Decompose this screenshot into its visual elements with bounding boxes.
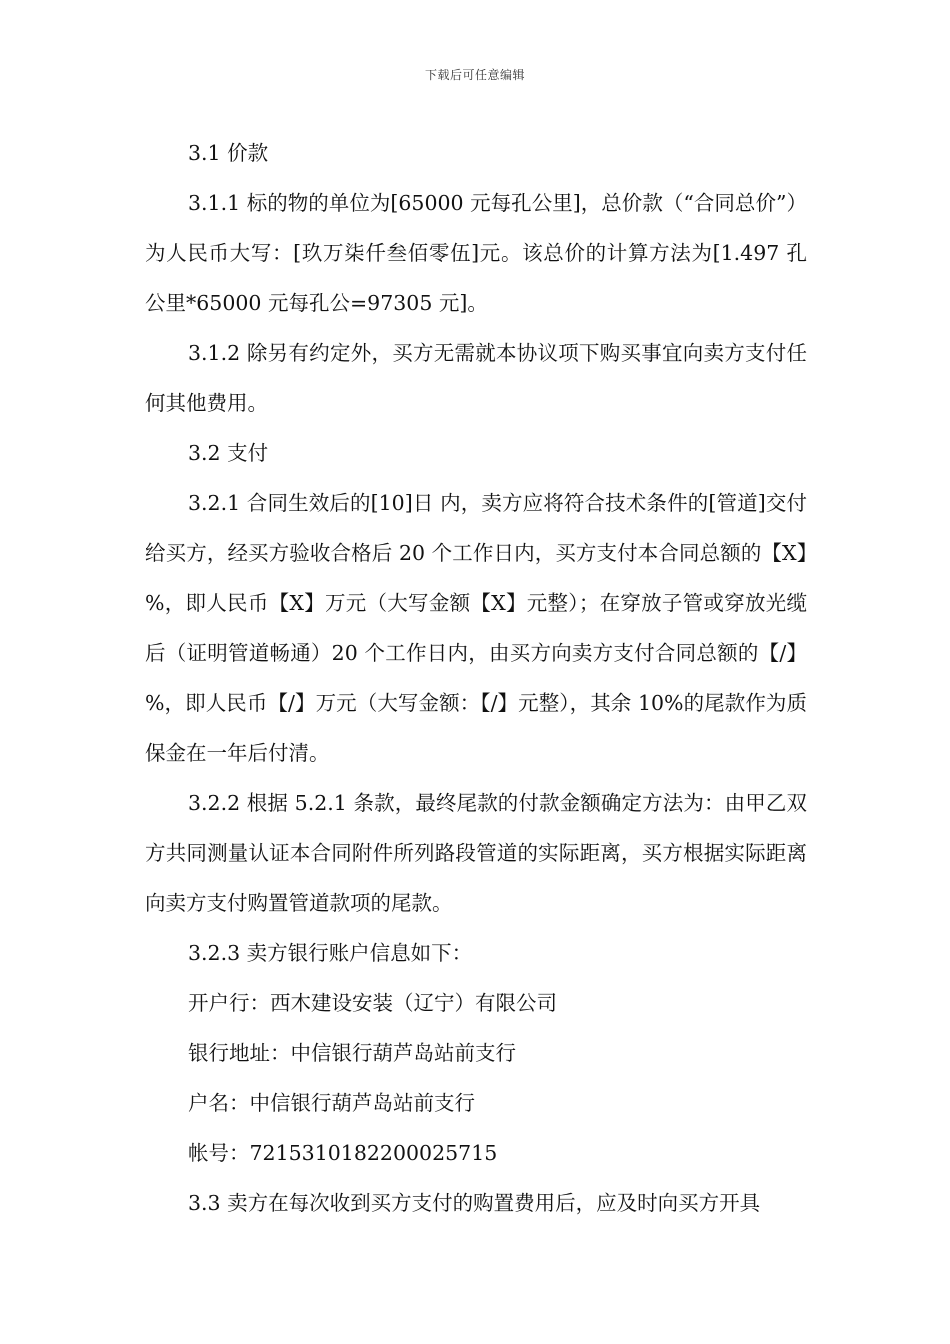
paragraph-3-3: 3.3 卖方在每次收到买方支付的购置费用后，应及时向买方开具 bbox=[188, 1191, 761, 1215]
paragraph-3-2-3: 3.2.3 卖方银行账户信息如下： bbox=[188, 941, 473, 965]
account-number-line: 帐号：7215310182200025715 bbox=[188, 1141, 498, 1165]
paragraph-3-1-2: 3.1.2 除另有约定外，买方无需就本协议项下购买事宜向卖方支付任何其他费用。 bbox=[145, 341, 807, 415]
account-holder-line: 户名：中信银行葫芦岛站前支行 bbox=[188, 1091, 475, 1115]
paragraph-3-1-1: 3.1.1 标的物的单位为[65000 元每孔公里]，总价款（“合同总价”）为人民币大写：[玖万柒仟叁佰零伍]元。该总价的计算方法为[1.497 孔公里*65000 元每孔公=97305 元]。 bbox=[145, 191, 807, 315]
bank-address-line: 银行地址：中信银行葫芦岛站前支行 bbox=[188, 1041, 516, 1065]
bank-name-line: 开户行：西木建设安装（辽宁）有限公司 bbox=[188, 991, 557, 1015]
paragraph-3-2-1: 3.2.1 合同生效后的[10]日 内，卖方应将符合技术条件的[管道]交付给买方，经买方验收合格后 20 个工作日内，买方支付本合同总额的【X】%，即人民币【X】万元（大写金额【X】元整）；在穿放子管或穿放光缆后（证明管道畅通）20 个工作日内，由买方向卖方支付合同总额的【/】%，即人民币【/】万元（大写金额：【/】元整），其余 10%的尾款作为质保金在一年后付清。 bbox=[145, 491, 807, 765]
paragraph-3-2-2: 3.2.2 根据 5.2.1 条款，最终尾款的付款金额确定方法为：由甲乙双方共同测量认证本合同附件所列路段管道的实际距离，买方根据实际距离向卖方支付购置管道款项的尾款。 bbox=[145, 791, 807, 915]
page-header-note: 下载后可任意编辑 bbox=[424, 68, 525, 82]
section-heading-price: 3.1 价款 bbox=[188, 141, 269, 165]
document-body bbox=[145, 128, 807, 1228]
section-heading-payment: 3.2 支付 bbox=[188, 441, 269, 465]
